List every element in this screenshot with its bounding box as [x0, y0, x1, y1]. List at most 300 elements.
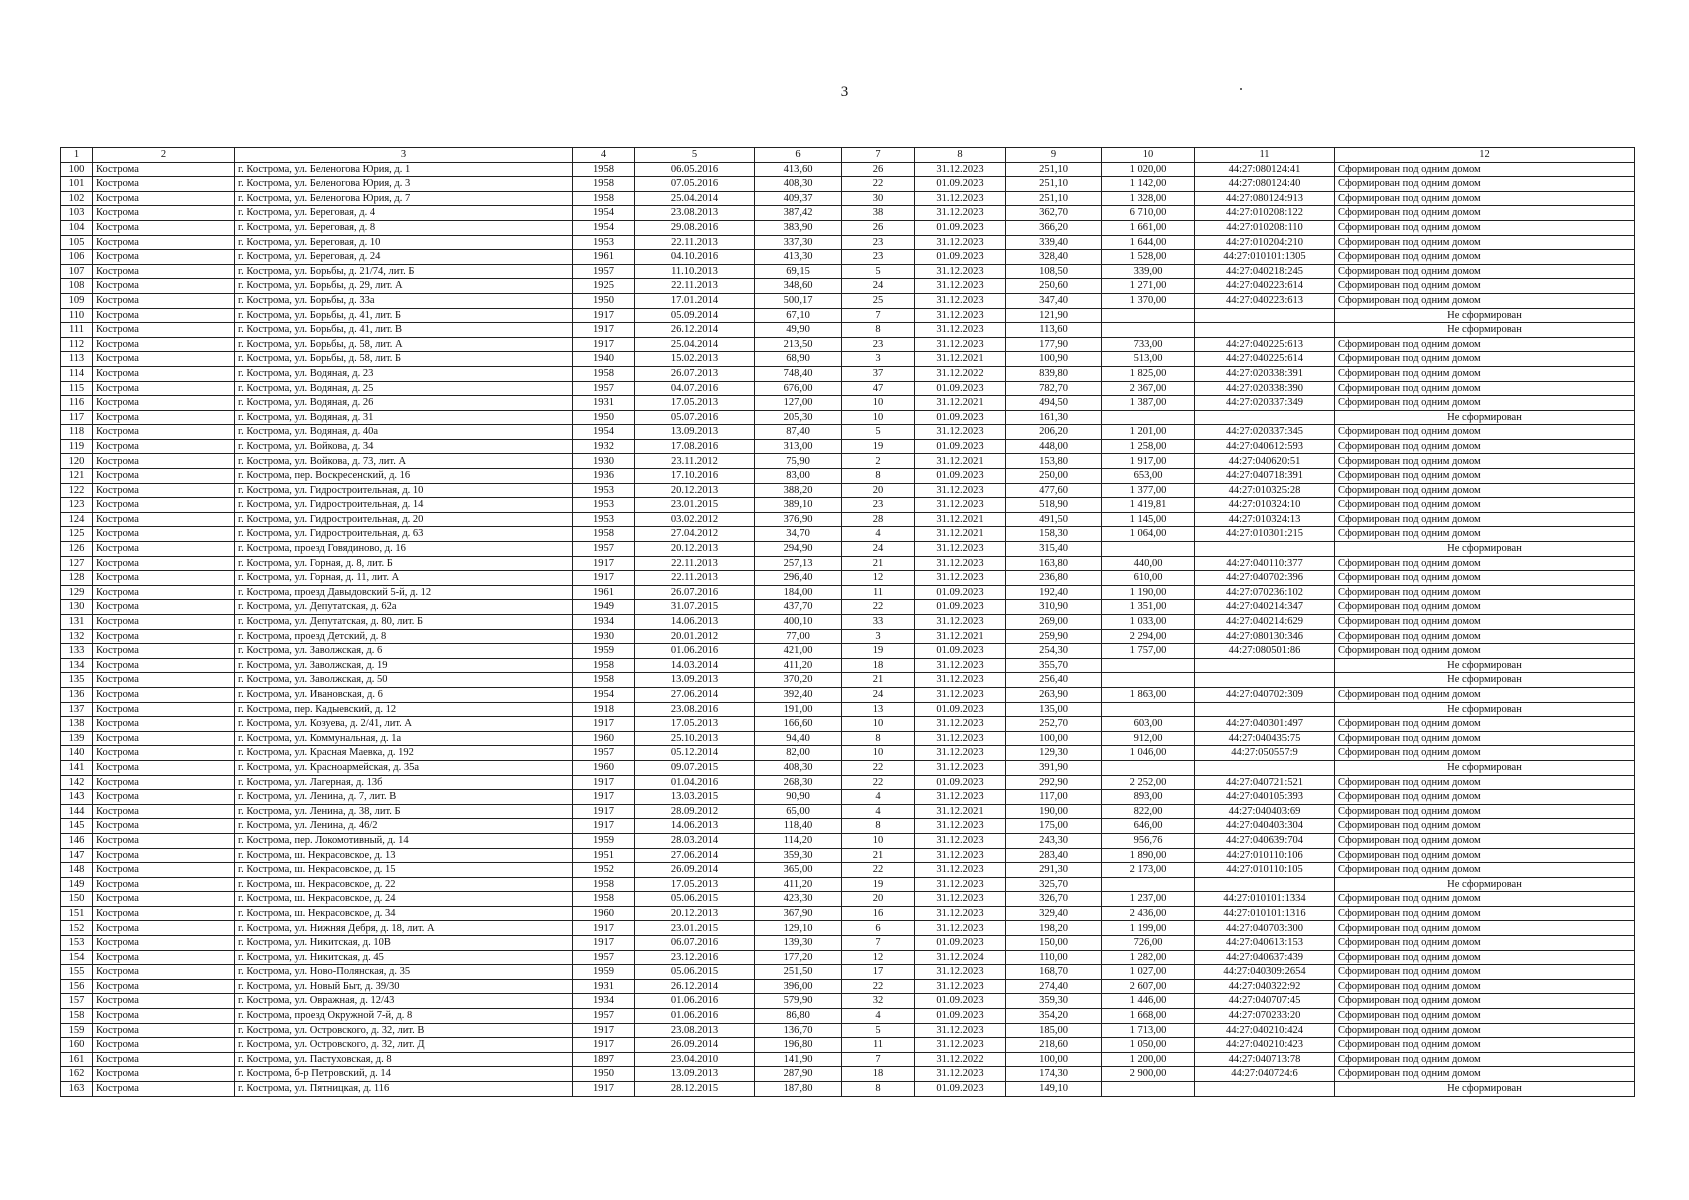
land-status-cell: Сформирован под одним домом	[1335, 585, 1635, 600]
cadastral-number-cell: 44:27:040301:497	[1195, 717, 1335, 732]
area-value-cell: 129,30	[1006, 746, 1102, 761]
plan-date-cell: 31.12.2023	[915, 498, 1006, 513]
residents-count-cell: 21	[842, 848, 915, 863]
area-value-cell: 236,80	[1006, 571, 1102, 586]
plan-date-cell: 31.12.2023	[915, 615, 1006, 630]
year-built-cell: 1950	[573, 1067, 635, 1082]
address-cell: г. Кострома, ул. Береговая, д. 8	[235, 220, 573, 235]
municipality-cell: Кострома	[93, 1052, 235, 1067]
area-value-cell: 491,50	[1006, 512, 1102, 527]
table-row	[61, 483, 1635, 498]
residents-count-cell: 22	[842, 760, 915, 775]
residents-count-cell: 22	[842, 863, 915, 878]
total-area-cell: 257,13	[755, 556, 842, 571]
year-built-cell: 1953	[573, 498, 635, 513]
land-area-cell: 1 258,00	[1102, 439, 1195, 454]
cadastral-number-cell	[1195, 760, 1335, 775]
total-area-cell: 69,15	[755, 264, 842, 279]
row-number-cell: 127	[61, 556, 93, 571]
total-area-cell: 400,10	[755, 615, 842, 630]
land-status-cell: Не сформирован	[1335, 760, 1635, 775]
table-row	[61, 323, 1635, 338]
total-area-cell: 500,17	[755, 293, 842, 308]
column-number-row	[61, 148, 1635, 163]
total-area-cell: 388,20	[755, 483, 842, 498]
total-area-cell: 251,50	[755, 965, 842, 980]
land-status-cell: Сформирован под одним домом	[1335, 600, 1635, 615]
area-value-cell: 250,60	[1006, 279, 1102, 294]
address-cell: г. Кострома, ул. Борьбы, д. 21/74, лит. Б	[235, 264, 573, 279]
municipality-cell: Кострома	[93, 206, 235, 221]
total-area-cell: 396,00	[755, 979, 842, 994]
area-value-cell: 175,00	[1006, 819, 1102, 834]
land-area-cell: 603,00	[1102, 717, 1195, 732]
land-area-cell	[1102, 760, 1195, 775]
land-status-cell: Сформирован под одним домом	[1335, 162, 1635, 177]
cadastral-number-cell: 44:27:050557:9	[1195, 746, 1335, 761]
land-area-cell: 1 713,00	[1102, 1023, 1195, 1038]
plan-date-cell: 31.12.2023	[915, 658, 1006, 673]
area-value-cell: 291,30	[1006, 863, 1102, 878]
column-number-cell: 4	[573, 148, 635, 163]
cadastral-number-cell: 44:27:010324:13	[1195, 512, 1335, 527]
cadastral-number-cell: 44:27:040223:614	[1195, 279, 1335, 294]
total-area-cell: 67,10	[755, 308, 842, 323]
cadastral-number-cell: 44:27:040214:347	[1195, 600, 1335, 615]
municipality-cell: Кострома	[93, 731, 235, 746]
survey-date-cell: 05.12.2014	[635, 746, 755, 761]
municipality-cell: Кострома	[93, 760, 235, 775]
survey-date-cell: 01.06.2016	[635, 1009, 755, 1024]
residents-count-cell: 37	[842, 366, 915, 381]
area-value-cell: 218,60	[1006, 1038, 1102, 1053]
row-number-cell: 143	[61, 790, 93, 805]
cadastral-number-cell: 44:27:080124:913	[1195, 191, 1335, 206]
year-built-cell: 1953	[573, 483, 635, 498]
municipality-cell: Кострома	[93, 629, 235, 644]
year-built-cell: 1958	[573, 162, 635, 177]
survey-date-cell: 01.06.2016	[635, 644, 755, 659]
municipality-cell: Кострома	[93, 337, 235, 352]
area-value-cell: 135,00	[1006, 702, 1102, 717]
land-area-cell: 956,76	[1102, 833, 1195, 848]
cadastral-number-cell: 44:27:040225:613	[1195, 337, 1335, 352]
plan-date-cell: 31.12.2023	[915, 337, 1006, 352]
year-built-cell: 1961	[573, 585, 635, 600]
cadastral-number-cell: 44:27:040105:393	[1195, 790, 1335, 805]
total-area-cell: 348,60	[755, 279, 842, 294]
area-value-cell: 168,70	[1006, 965, 1102, 980]
survey-date-cell: 14.06.2013	[635, 819, 755, 834]
area-value-cell: 100,00	[1006, 1052, 1102, 1067]
row-number-cell: 151	[61, 906, 93, 921]
table-row	[61, 979, 1635, 994]
land-area-cell: 1 237,00	[1102, 892, 1195, 907]
table-row	[61, 746, 1635, 761]
municipality-cell: Кострома	[93, 950, 235, 965]
address-cell: г. Кострома, ул. Нижняя Дебря, д. 18, лит. А	[235, 921, 573, 936]
plan-date-cell: 31.12.2023	[915, 1038, 1006, 1053]
address-cell: г. Кострома, ул. Лагерная, д. 13б	[235, 775, 573, 790]
row-number-cell: 156	[61, 979, 93, 994]
row-number-cell: 139	[61, 731, 93, 746]
column-number-cell: 10	[1102, 148, 1195, 163]
area-value-cell: 163,80	[1006, 556, 1102, 571]
municipality-cell: Кострома	[93, 1067, 235, 1082]
row-number-cell: 108	[61, 279, 93, 294]
year-built-cell: 1917	[573, 790, 635, 805]
year-built-cell: 1957	[573, 950, 635, 965]
municipality-cell: Кострома	[93, 396, 235, 411]
table-row	[61, 629, 1635, 644]
land-status-cell: Не сформирован	[1335, 308, 1635, 323]
municipality-cell: Кострома	[93, 775, 235, 790]
area-value-cell: 198,20	[1006, 921, 1102, 936]
land-status-cell: Сформирован под одним домом	[1335, 250, 1635, 265]
row-number-cell: 158	[61, 1009, 93, 1024]
row-number-cell: 135	[61, 673, 93, 688]
column-number-cell: 2	[93, 148, 235, 163]
land-area-cell	[1102, 542, 1195, 557]
land-area-cell	[1102, 673, 1195, 688]
year-built-cell: 1917	[573, 323, 635, 338]
total-area-cell: 86,80	[755, 1009, 842, 1024]
survey-date-cell: 23.01.2015	[635, 921, 755, 936]
land-area-cell	[1102, 1082, 1195, 1097]
table-row	[61, 352, 1635, 367]
residents-count-cell: 24	[842, 279, 915, 294]
address-cell: г. Кострома, ул. Островского, д. 32, лит. Д	[235, 1038, 573, 1053]
table-row	[61, 790, 1635, 805]
municipality-cell: Кострома	[93, 1038, 235, 1053]
total-area-cell: 34,70	[755, 527, 842, 542]
area-value-cell: 355,70	[1006, 658, 1102, 673]
total-area-cell: 376,90	[755, 512, 842, 527]
survey-date-cell: 13.03.2015	[635, 790, 755, 805]
year-built-cell: 1958	[573, 366, 635, 381]
table-row	[61, 687, 1635, 702]
address-cell: г. Кострома, ул. Борьбы, д. 58, лит. Б	[235, 352, 573, 367]
row-number-cell: 112	[61, 337, 93, 352]
year-built-cell: 1917	[573, 556, 635, 571]
area-value-cell: 256,40	[1006, 673, 1102, 688]
land-area-cell: 1 190,00	[1102, 585, 1195, 600]
municipality-cell: Кострома	[93, 644, 235, 659]
plan-date-cell: 01.09.2023	[915, 220, 1006, 235]
survey-date-cell: 26.07.2013	[635, 366, 755, 381]
year-built-cell: 1917	[573, 775, 635, 790]
table-row	[61, 615, 1635, 630]
cadastral-number-cell: 44:27:040223:613	[1195, 293, 1335, 308]
table-row	[61, 1009, 1635, 1024]
address-cell: г. Кострома, ул. Водяная, д. 25	[235, 381, 573, 396]
municipality-cell: Кострома	[93, 191, 235, 206]
total-area-cell: 313,00	[755, 439, 842, 454]
total-area-cell: 129,10	[755, 921, 842, 936]
table-row	[61, 220, 1635, 235]
land-status-cell: Сформирован под одним домом	[1335, 921, 1635, 936]
year-built-cell: 1954	[573, 220, 635, 235]
table-row	[61, 410, 1635, 425]
table-row	[61, 469, 1635, 484]
plan-date-cell: 31.12.2023	[915, 308, 1006, 323]
row-number-cell: 134	[61, 658, 93, 673]
address-cell: г. Кострома, пер. Воскресенский, д. 16	[235, 469, 573, 484]
cadastral-number-cell: 44:27:010324:10	[1195, 498, 1335, 513]
land-area-cell: 1 446,00	[1102, 994, 1195, 1009]
residents-count-cell: 10	[842, 717, 915, 732]
survey-date-cell: 06.07.2016	[635, 936, 755, 951]
area-value-cell: 328,40	[1006, 250, 1102, 265]
residents-count-cell: 18	[842, 1067, 915, 1082]
land-status-cell: Сформирован под одним домом	[1335, 191, 1635, 206]
municipality-cell: Кострома	[93, 877, 235, 892]
year-built-cell: 1917	[573, 936, 635, 951]
survey-date-cell: 23.08.2013	[635, 206, 755, 221]
residents-count-cell: 28	[842, 512, 915, 527]
total-area-cell: 294,90	[755, 542, 842, 557]
row-number-cell: 111	[61, 323, 93, 338]
year-built-cell: 1934	[573, 994, 635, 1009]
year-built-cell: 1958	[573, 191, 635, 206]
land-status-cell: Сформирован под одним домом	[1335, 746, 1635, 761]
land-area-cell: 2 607,00	[1102, 979, 1195, 994]
table-row	[61, 162, 1635, 177]
row-number-cell: 152	[61, 921, 93, 936]
total-area-cell: 409,37	[755, 191, 842, 206]
address-cell: г. Кострома, ул. Ново-Полянская, д. 35	[235, 965, 573, 980]
municipality-cell: Кострома	[93, 177, 235, 192]
table-row	[61, 498, 1635, 513]
survey-date-cell: 15.02.2013	[635, 352, 755, 367]
cadastral-number-cell	[1195, 702, 1335, 717]
row-number-cell: 161	[61, 1052, 93, 1067]
table-row	[61, 425, 1635, 440]
survey-date-cell: 22.11.2013	[635, 556, 755, 571]
year-built-cell: 1960	[573, 731, 635, 746]
table-row	[61, 527, 1635, 542]
row-number-cell: 104	[61, 220, 93, 235]
total-area-cell: 114,20	[755, 833, 842, 848]
residents-count-cell: 25	[842, 293, 915, 308]
plan-date-cell: 01.09.2023	[915, 1009, 1006, 1024]
land-status-cell: Сформирован под одним домом	[1335, 556, 1635, 571]
year-built-cell: 1917	[573, 308, 635, 323]
address-cell: г. Кострома, ул. Беленогова Юрия, д. 3	[235, 177, 573, 192]
land-status-cell: Сформирован под одним домом	[1335, 965, 1635, 980]
address-cell: г. Кострома, ул. Водяная, д. 31	[235, 410, 573, 425]
plan-date-cell: 31.12.2021	[915, 512, 1006, 527]
survey-date-cell: 25.10.2013	[635, 731, 755, 746]
row-number-cell: 163	[61, 1082, 93, 1097]
area-value-cell: 269,00	[1006, 615, 1102, 630]
cadastral-number-cell: 44:27:010101:1316	[1195, 906, 1335, 921]
residents-count-cell: 23	[842, 337, 915, 352]
row-number-cell: 160	[61, 1038, 93, 1053]
land-area-cell: 1 370,00	[1102, 293, 1195, 308]
area-value-cell: 121,90	[1006, 308, 1102, 323]
area-value-cell: 362,70	[1006, 206, 1102, 221]
residents-count-cell: 5	[842, 264, 915, 279]
land-area-cell: 1 890,00	[1102, 848, 1195, 863]
year-built-cell: 1917	[573, 1082, 635, 1097]
year-built-cell: 1953	[573, 512, 635, 527]
land-status-cell: Не сформирован	[1335, 323, 1635, 338]
survey-date-cell: 27.06.2014	[635, 848, 755, 863]
row-number-cell: 150	[61, 892, 93, 907]
address-cell: г. Кострома, ул. Гидростроительная, д. 63	[235, 527, 573, 542]
plan-date-cell: 31.12.2022	[915, 1052, 1006, 1067]
table-row	[61, 293, 1635, 308]
address-cell: г. Кострома, пер. Кадыевский, д. 12	[235, 702, 573, 717]
row-number-cell: 147	[61, 848, 93, 863]
area-value-cell: 161,30	[1006, 410, 1102, 425]
survey-date-cell: 04.10.2016	[635, 250, 755, 265]
land-status-cell: Сформирован под одним домом	[1335, 469, 1635, 484]
survey-date-cell: 05.06.2015	[635, 965, 755, 980]
year-built-cell: 1918	[573, 702, 635, 717]
total-area-cell: 75,90	[755, 454, 842, 469]
cadastral-number-cell: 44:27:040707:45	[1195, 994, 1335, 1009]
year-built-cell: 1954	[573, 425, 635, 440]
row-number-cell: 133	[61, 644, 93, 659]
municipality-cell: Кострома	[93, 220, 235, 235]
year-built-cell: 1961	[573, 250, 635, 265]
municipality-cell: Кострома	[93, 936, 235, 951]
address-cell: г. Кострома, ул. Водяная, д. 26	[235, 396, 573, 411]
year-built-cell: 1897	[573, 1052, 635, 1067]
land-area-cell: 893,00	[1102, 790, 1195, 805]
total-area-cell: 136,70	[755, 1023, 842, 1038]
plan-date-cell: 31.12.2023	[915, 279, 1006, 294]
residents-count-cell: 22	[842, 775, 915, 790]
residents-count-cell: 7	[842, 936, 915, 951]
survey-date-cell: 07.05.2016	[635, 177, 755, 192]
land-area-cell: 1 661,00	[1102, 220, 1195, 235]
land-area-cell: 1 142,00	[1102, 177, 1195, 192]
total-area-cell: 392,40	[755, 687, 842, 702]
total-area-cell: 437,70	[755, 600, 842, 615]
total-area-cell: 90,90	[755, 790, 842, 805]
survey-date-cell: 17.01.2014	[635, 293, 755, 308]
municipality-cell: Кострома	[93, 979, 235, 994]
land-area-cell: 1 200,00	[1102, 1052, 1195, 1067]
year-built-cell: 1958	[573, 877, 635, 892]
land-area-cell: 1 027,00	[1102, 965, 1195, 980]
land-status-cell: Не сформирован	[1335, 673, 1635, 688]
plan-date-cell: 31.12.2021	[915, 804, 1006, 819]
residents-count-cell: 23	[842, 498, 915, 513]
row-number-cell: 137	[61, 702, 93, 717]
plan-date-cell: 31.12.2023	[915, 892, 1006, 907]
plan-date-cell: 31.12.2023	[915, 717, 1006, 732]
cadastral-number-cell: 44:27:010204:210	[1195, 235, 1335, 250]
address-cell: г. Кострома, ул. Красноармейская, д. 35а	[235, 760, 573, 775]
area-value-cell: 185,00	[1006, 1023, 1102, 1038]
residents-count-cell: 5	[842, 1023, 915, 1038]
year-built-cell: 1934	[573, 615, 635, 630]
cadastral-number-cell: 44:27:010208:122	[1195, 206, 1335, 221]
year-built-cell: 1917	[573, 717, 635, 732]
municipality-cell: Кострома	[93, 556, 235, 571]
total-area-cell: 118,40	[755, 819, 842, 834]
area-value-cell: 315,40	[1006, 542, 1102, 557]
residents-count-cell: 4	[842, 790, 915, 805]
land-status-cell: Сформирован под одним домом	[1335, 863, 1635, 878]
residents-count-cell: 26	[842, 220, 915, 235]
land-area-cell: 1 020,00	[1102, 162, 1195, 177]
land-status-cell: Сформирован под одним домом	[1335, 235, 1635, 250]
total-area-cell: 184,00	[755, 585, 842, 600]
land-area-cell: 1 419,81	[1102, 498, 1195, 513]
residents-count-cell: 17	[842, 965, 915, 980]
land-status-cell: Сформирован под одним домом	[1335, 936, 1635, 951]
survey-date-cell: 22.11.2013	[635, 235, 755, 250]
year-built-cell: 1952	[573, 863, 635, 878]
land-status-cell: Сформирован под одним домом	[1335, 1038, 1635, 1053]
residents-count-cell: 12	[842, 950, 915, 965]
address-cell: г. Кострома, ул. Войкова, д. 73, лит. А	[235, 454, 573, 469]
table-row	[61, 308, 1635, 323]
residents-count-cell: 20	[842, 892, 915, 907]
year-built-cell: 1958	[573, 892, 635, 907]
table-row	[61, 600, 1635, 615]
address-cell: г. Кострома, ул. Пастуховская, д. 8	[235, 1052, 573, 1067]
year-built-cell: 1917	[573, 571, 635, 586]
housing-register-table	[60, 147, 1635, 1097]
municipality-cell: Кострома	[93, 542, 235, 557]
row-number-cell: 117	[61, 410, 93, 425]
plan-date-cell: 31.12.2021	[915, 352, 1006, 367]
total-area-cell: 83,00	[755, 469, 842, 484]
survey-date-cell: 17.05.2013	[635, 396, 755, 411]
address-cell: г. Кострома, ул. Водяная, д. 40а	[235, 425, 573, 440]
row-number-cell: 145	[61, 819, 93, 834]
table-row	[61, 250, 1635, 265]
residents-count-cell: 21	[842, 673, 915, 688]
address-cell: г. Кострома, ул. Депутатская, д. 62а	[235, 600, 573, 615]
municipality-cell: Кострома	[93, 906, 235, 921]
total-area-cell: 268,30	[755, 775, 842, 790]
residents-count-cell: 38	[842, 206, 915, 221]
land-status-cell: Сформирован под одним домом	[1335, 819, 1635, 834]
cadastral-number-cell: 44:27:040721:521	[1195, 775, 1335, 790]
plan-date-cell: 01.09.2023	[915, 1082, 1006, 1097]
municipality-cell: Кострома	[93, 323, 235, 338]
municipality-cell: Кострома	[93, 615, 235, 630]
residents-count-cell: 10	[842, 396, 915, 411]
land-status-cell: Сформирован под одним домом	[1335, 439, 1635, 454]
land-area-cell	[1102, 410, 1195, 425]
total-area-cell: 177,20	[755, 950, 842, 965]
row-number-cell: 125	[61, 527, 93, 542]
residents-count-cell: 12	[842, 571, 915, 586]
land-area-cell: 2 294,00	[1102, 629, 1195, 644]
residents-count-cell: 20	[842, 483, 915, 498]
row-number-cell: 110	[61, 308, 93, 323]
address-cell: г. Кострома, ул. Островского, д. 32, лит. В	[235, 1023, 573, 1038]
survey-date-cell: 22.11.2013	[635, 571, 755, 586]
cadastral-number-cell: 44:27:040724:6	[1195, 1067, 1335, 1082]
plan-date-cell: 01.09.2023	[915, 177, 1006, 192]
row-number-cell: 116	[61, 396, 93, 411]
year-built-cell: 1917	[573, 1038, 635, 1053]
year-built-cell: 1917	[573, 921, 635, 936]
residents-count-cell: 2	[842, 454, 915, 469]
total-area-cell: 408,30	[755, 760, 842, 775]
address-cell: г. Кострома, ул. Борьбы, д. 29, лит. А	[235, 279, 573, 294]
total-area-cell: 141,90	[755, 1052, 842, 1067]
